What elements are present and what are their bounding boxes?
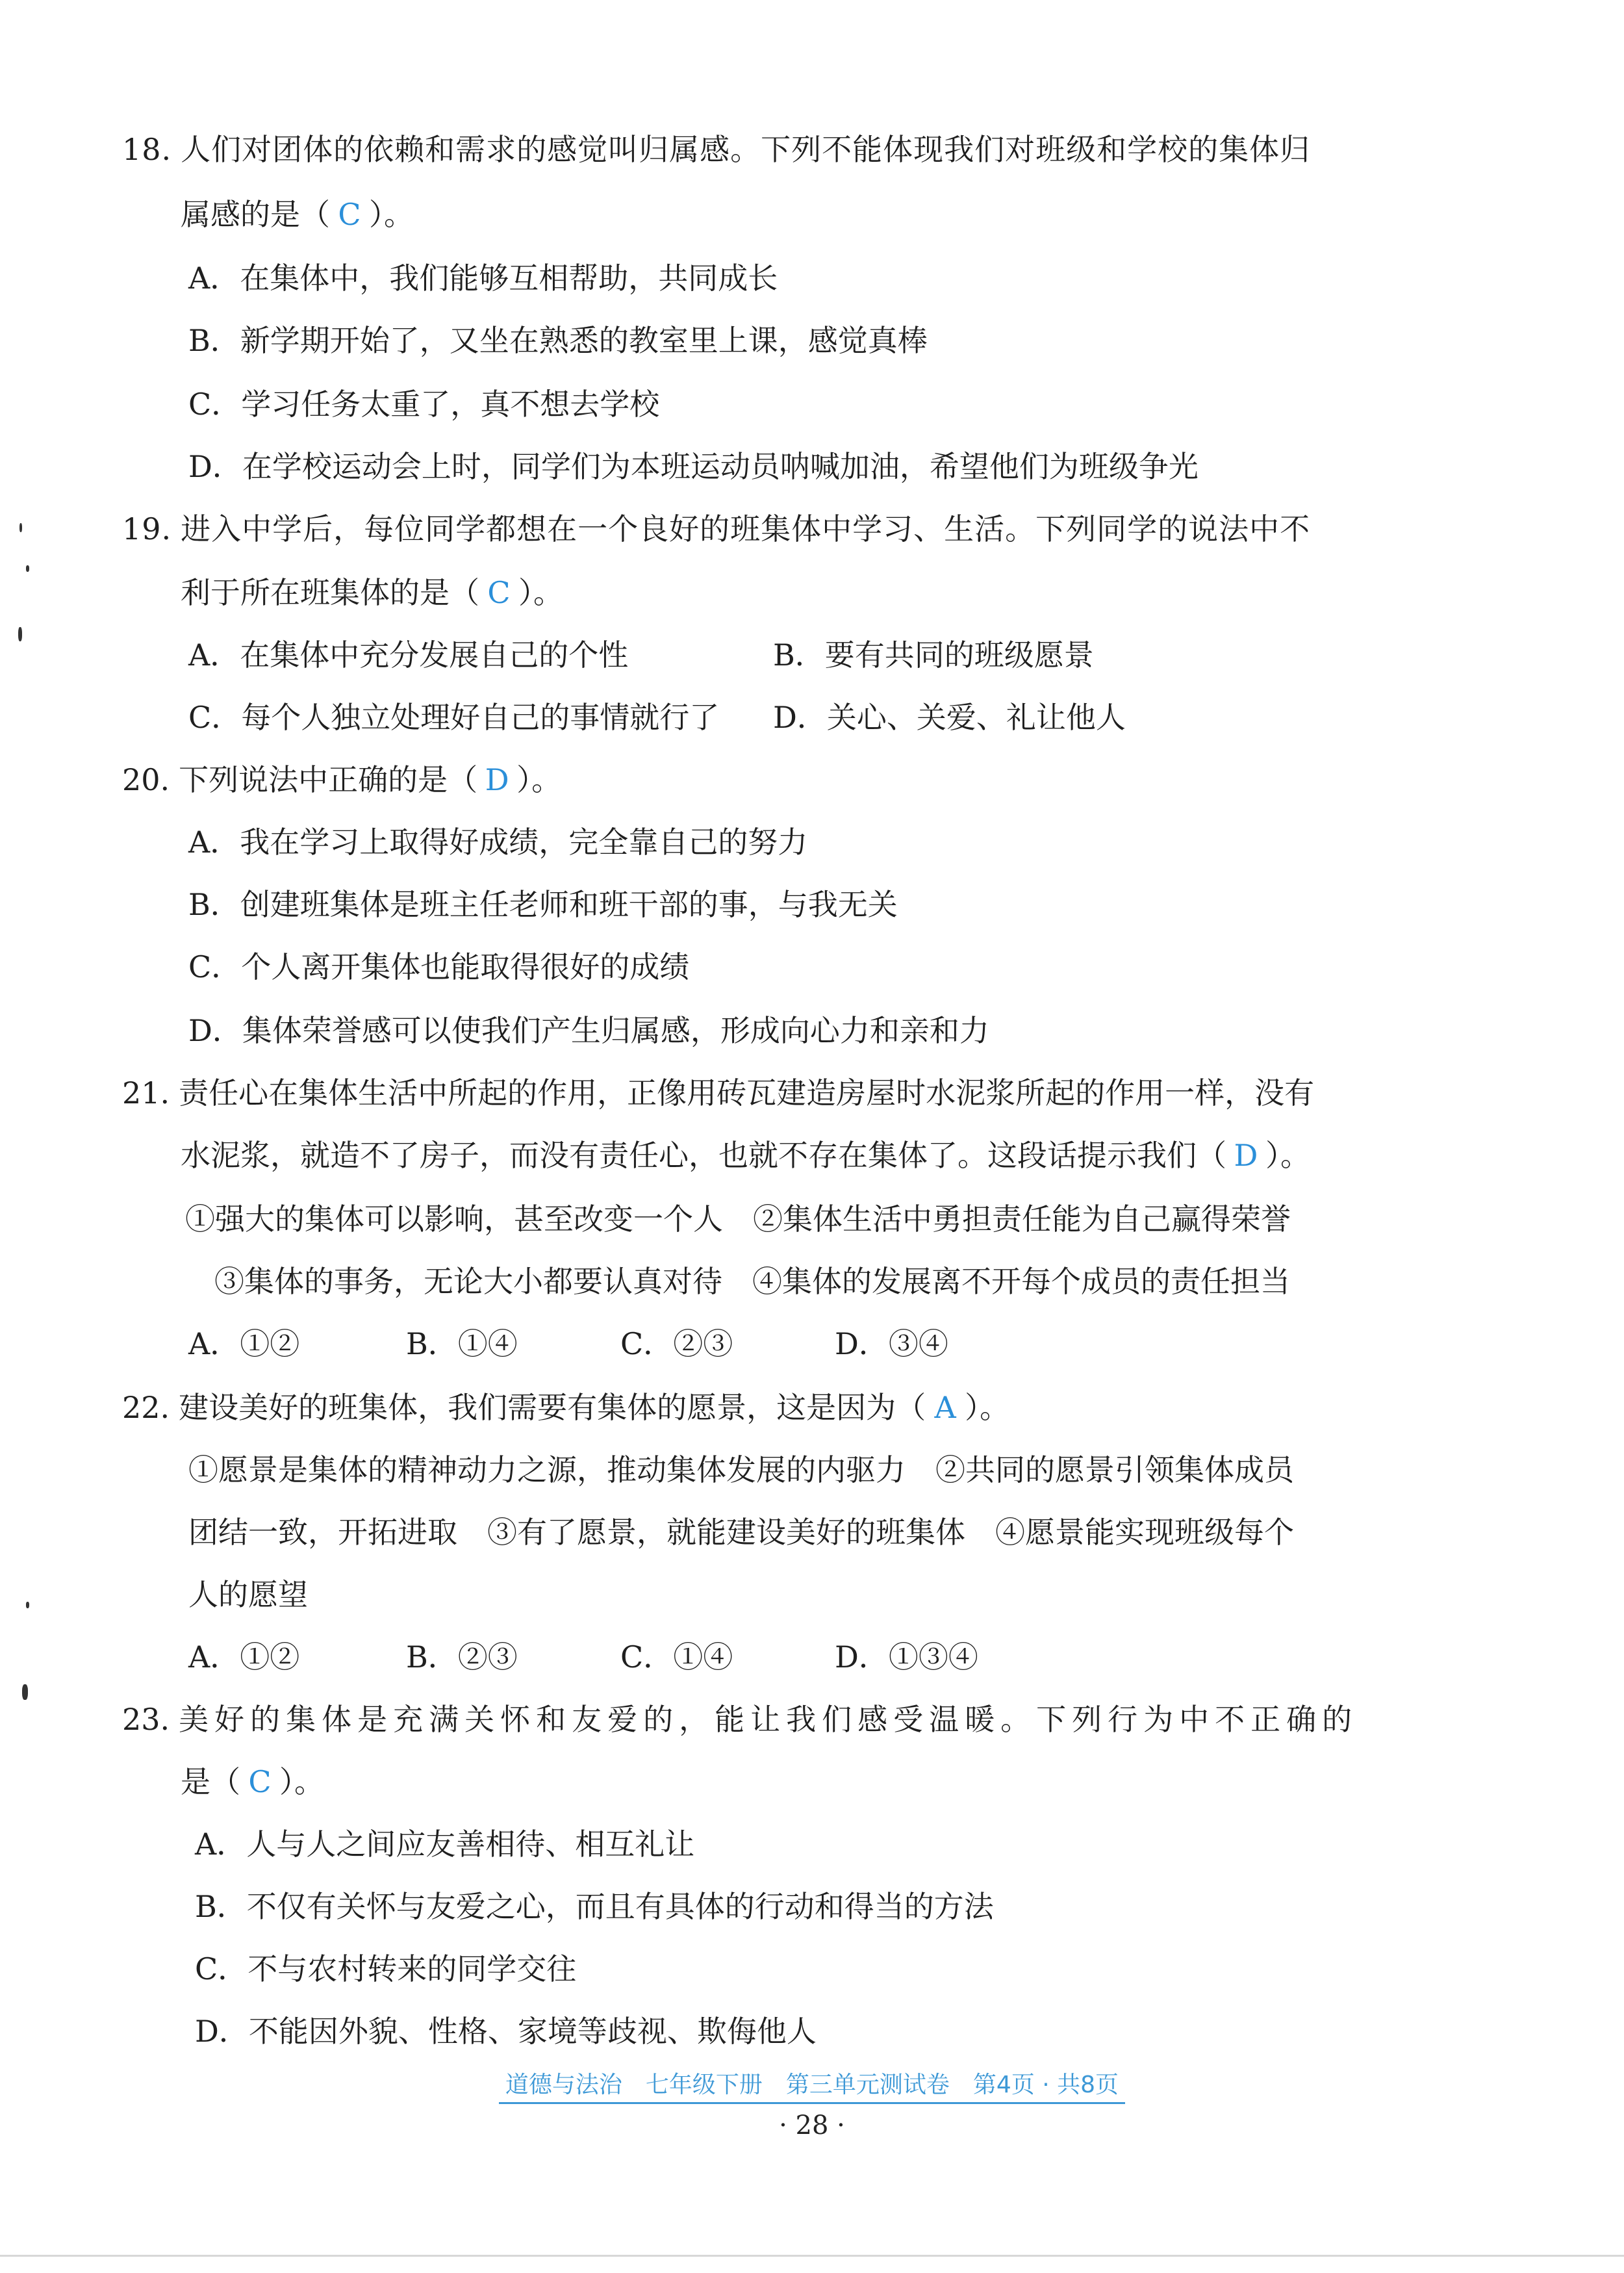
q23-stem-text1: 美好的集体是充满关怀和友爱的，能让我们感受温暖。下列行为中不正确的 — [179, 1702, 1358, 1737]
q23-option-b: B．不仅有关怀与友爱之心，而且有具体的行动和得当的方法 — [195, 1889, 994, 1924]
q19-stem-text2: 利于所在班集体的是（ — [181, 575, 479, 610]
q21-item-line1: ①强大的集体可以影响，甚至改变一个人 ②集体生活中勇担责任能为自己赢得荣誉 — [185, 1201, 1291, 1237]
q21-option-a: A．①② — [188, 1326, 300, 1361]
q19-answer: C — [487, 575, 511, 610]
q22-item-line1: ①愿景是集体的精神动力之源，推动集体发展的内驱力 ②共同的愿景引领集体成员 — [188, 1452, 1294, 1487]
q22-stem-end: ）。 — [965, 1390, 1010, 1425]
q22-option-a: A．①② — [188, 1639, 300, 1675]
scan-speck — [26, 1602, 29, 1608]
q21-option-c: C．②③ — [620, 1326, 733, 1361]
q23-stem-line2 — [181, 1762, 324, 1801]
q20-option-c: C．个人离开集体也能取得很好的成绩 — [188, 949, 690, 984]
scan-speck — [26, 565, 29, 572]
q18-stem-text2: 属感的是（ — [181, 197, 330, 232]
q19-number: 19. — [122, 511, 172, 546]
q19-option-c: C．每个人独立处理好自己的事情就行了 — [188, 700, 720, 735]
q22-option-c: C．①④ — [620, 1639, 733, 1675]
q20-stem-text: 下列说法中正确的是（ — [179, 762, 478, 797]
q18-stem-line2 — [181, 195, 414, 234]
q23-number: 23. — [122, 1702, 170, 1737]
page-number: · 28 · — [779, 2111, 845, 2140]
scan-edge-line — [0, 2255, 1624, 2257]
q19-stem-line1 — [122, 509, 1310, 548]
q20-option-d: D．集体荣誉感可以使我们产生归属感，形成向心力和亲和力 — [188, 1013, 989, 1048]
q21-option-d: D．③④ — [835, 1326, 948, 1361]
q23-option-d: D．不能因外貌、性格、家境等歧视、欺侮他人 — [195, 2014, 817, 2049]
q18-option-b: B．新学期开始了，又坐在熟悉的教室里上课，感觉真棒 — [188, 323, 928, 358]
q22-number: 22. — [122, 1390, 170, 1425]
scan-speck — [19, 523, 22, 532]
scan-speck — [18, 627, 22, 641]
q19-stem-line2 — [181, 573, 563, 612]
q23-option-a: A．人与人之间应友善相待、相互礼让 — [195, 1827, 695, 1862]
q20-option-a: A．我在学习上取得好成绩，完全靠自己的努力 — [188, 825, 808, 860]
footer-text: 道德与法治 七年级下册 第三单元测试卷 第4页 · 共8页 — [499, 2072, 1125, 2104]
q23-answer: C — [248, 1764, 272, 1799]
q22-option-b: B．②③ — [406, 1639, 518, 1675]
q20-stem-end: ）。 — [516, 762, 562, 797]
q22-item-line2: 团结一致，开拓进取 ③有了愿景，就能建设美好的班集体 ④愿景能实现班级每个 — [188, 1515, 1294, 1550]
q22-stem — [122, 1388, 1009, 1427]
q21-answer: D — [1234, 1138, 1258, 1173]
q21-stem-end: ）。 — [1265, 1138, 1310, 1173]
q18-answer: C — [338, 197, 361, 232]
q22-item-line3: 人的愿望 — [188, 1577, 308, 1612]
q23-stem-end: ）。 — [279, 1764, 324, 1799]
q21-number: 21. — [122, 1075, 170, 1111]
q22-answer: A — [934, 1390, 956, 1425]
q18-option-c: C．学习任务太重了，真不想去学校 — [188, 387, 660, 422]
q18-stem-line1 — [122, 130, 1310, 169]
q21-stem-line1 — [122, 1073, 1314, 1112]
q20-stem — [122, 760, 561, 799]
q18-stem-end: ）。 — [369, 197, 414, 232]
q21-stem-text2: 水泥浆，就造不了房子，而没有责任心，也就不存在集体了。这段话提示我们（ — [181, 1138, 1226, 1173]
footer-title — [0, 2066, 1624, 2100]
q21-option-b: B．①④ — [406, 1326, 518, 1361]
q19-option-a: A．在集体中充分发展自己的个性 — [188, 637, 629, 673]
q18-option-d: D．在学校运动会上时，同学们为本班运动员呐喊加油，希望他们为班级争光 — [188, 449, 1199, 484]
q20-number: 20. — [122, 762, 170, 797]
q22-stem-text: 建设美好的班集体，我们需要有集体的愿景，这是因为（ — [179, 1390, 926, 1425]
q19-stem-end: ）。 — [518, 575, 563, 610]
q21-stem-line2 — [181, 1136, 1310, 1175]
q22-option-d: D．①③④ — [835, 1639, 978, 1675]
q19-option-b: B．要有共同的班级愿景 — [773, 637, 1094, 673]
q23-option-c: C．不与农村转来的同学交往 — [195, 1951, 577, 1986]
q23-stem-text2: 是（ — [181, 1764, 240, 1799]
scan-speck — [22, 1684, 28, 1700]
q19-option-d: D．关心、关爱、礼让他人 — [773, 700, 1126, 735]
q21-item-line2: ③集体的事务，无论大小都要认真对待 ④集体的发展离不开每个成员的责任担当 — [214, 1264, 1290, 1299]
q23-stem-line1 — [122, 1700, 1358, 1739]
q18-stem-text1: 人们对团体的依赖和需求的感觉叫归属感。下列不能体现我们对班级和学校的集体归 — [181, 132, 1311, 167]
q20-answer: D — [485, 762, 509, 797]
q18-option-a: A．在集体中，我们能够互相帮助，共同成长 — [188, 261, 778, 296]
q21-stem-text1: 责任心在集体生活中所起的作用，正像用砖瓦建造房屋时水泥浆所起的作用一样，没有 — [179, 1075, 1315, 1111]
q18-number: 18. — [122, 132, 172, 167]
q19-stem-text1: 进入中学后，每位同学都想在一个良好的班集体中学习、生活。下列同学的说法中不 — [181, 511, 1311, 546]
q20-option-b: B．创建班集体是班主任老师和班干部的事，与我无关 — [188, 887, 898, 922]
